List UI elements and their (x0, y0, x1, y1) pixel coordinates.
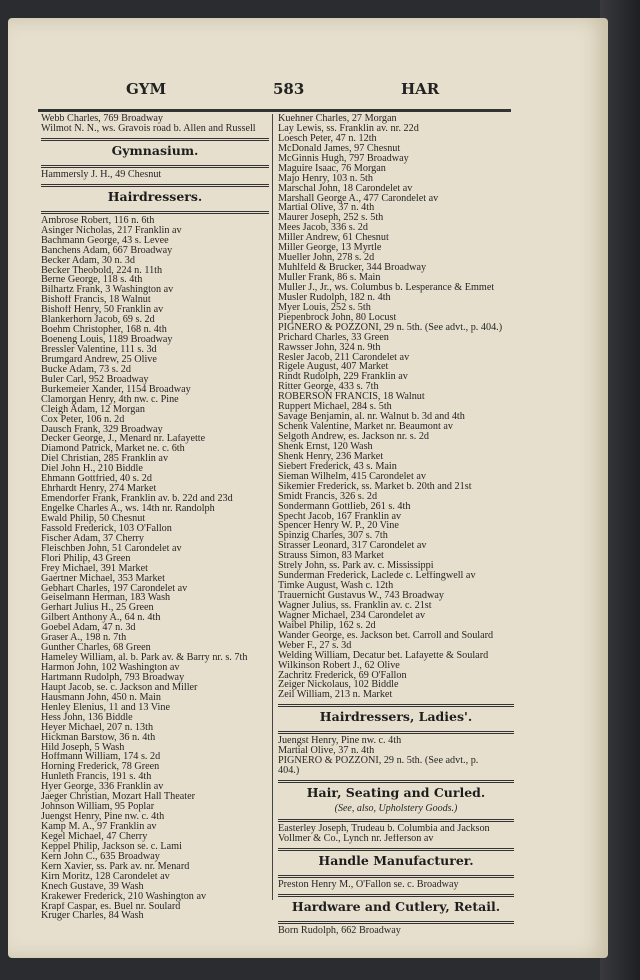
header-left-keyword: GYM (126, 80, 167, 98)
directory-entry: Weber F., 27 s. 3d (278, 640, 352, 651)
section-heading: Handle Manufacturer. (318, 852, 474, 868)
directory-entry: Sunderman Frederick, Laclede c. Leffingwell av (278, 571, 476, 582)
right-column (278, 114, 514, 936)
section-rule (278, 819, 514, 822)
directory-entry: Specht Jacob, 167 Franklin av (278, 511, 402, 522)
directory-entry: Asinger Nicholas, 217 Franklin av (41, 225, 182, 236)
directory-entry: Strauss Simon, 83 Market (278, 551, 384, 562)
directory-entry: Dausch Frank, 329 Broadway (41, 424, 163, 435)
directory-entry: Selgoth Andrew, es. Jackson nr. s. 2d (278, 432, 430, 442)
directory-entry: Hickman Barstow, 36 n. 4th (41, 732, 156, 743)
directory-entry: Buler Carl, 952 Broadway (41, 374, 149, 385)
directory-entry: Hartmann Rudolph, 793 Broadway (41, 672, 185, 683)
directory-entry: Hausmann John, 450 n. Main (41, 692, 161, 703)
directory-entry: Webb Charles, 769 Broadway (41, 114, 163, 124)
header-rule (38, 109, 511, 112)
directory-entry: Vollmer & Co., Lynch nr. Jefferson av (278, 834, 434, 844)
directory-entry: Muhlfeld & Brucker, 344 Broadway (278, 263, 427, 273)
directory-entry: Decker George, J., Menard nr. Lafayette (41, 434, 206, 445)
directory-entry: Gebhart Charles, 197 Carondelet av (41, 583, 188, 594)
directory-entry: Resler Jacob, 211 Carondelet av (278, 352, 410, 363)
column-separator (272, 114, 273, 900)
directory-entry: Muller Frank, 86 s. Main (278, 273, 381, 283)
directory-entry: Boehm Christopher, 168 n. 4th (41, 325, 167, 336)
directory-entry: Bishoff Henry, 50 Franklin av (41, 305, 164, 316)
directory-entry: Brumgard Andrew, 25 Olive (41, 354, 157, 365)
section-rule (278, 921, 514, 924)
header-right-keyword: HAR (401, 80, 440, 98)
directory-entry: Ehrhardt Henry, 274 Market (41, 484, 157, 495)
directory-entry: Martial Olive, 37 n. 4th (278, 203, 375, 214)
directory-entry: Smidt Francis, 326 s. 2d (278, 491, 378, 502)
directory-entry: Shenk Ernst, 120 Wash (278, 441, 373, 452)
directory-entry: Fassold Frederick, 103 O'Fallon (41, 523, 172, 534)
directory-entry: Ambrose Robert, 116 n. 6th (41, 215, 155, 226)
directory-entry: Keppel Philip, Jackson se. c. Lami (41, 841, 182, 852)
directory-entry: Marschal John, 18 Carondelet av (278, 183, 413, 194)
directory-entry: Bressler Valentine, 111 s. 3d (41, 345, 157, 355)
directory-entry: Bucke Adam, 73 s. 2d (41, 364, 131, 375)
directory-entry: Loesch Peter, 47 n. 12th (278, 133, 377, 144)
directory-entry: Wagner Julius, ss. Franklin av. c. 21st (278, 600, 432, 611)
directory-entry: Trauernicht Gustavus W., 743 Broadway (278, 591, 445, 601)
directory-entry: Fleischben John, 51 Carondelet av (41, 543, 182, 554)
directory-entry: Easterley Joseph, Trudeau b. Columbia and Jackson (278, 824, 490, 834)
directory-entry: Krapf Caspar, es. Buel nr. Soulard (41, 901, 181, 912)
directory-entry: Boeneng Louis, 1189 Broadway (41, 335, 173, 345)
directory-entry: Harmon John, 102 Washington av (41, 663, 180, 673)
directory-entry: Becker Adam, 30 n. 3d (41, 255, 135, 266)
directory-entry: McDonald James, 97 Chesnut (278, 143, 401, 154)
directory-entry: Savage Benjamin, al. nr. Walnut b. 3d and 4th (278, 412, 465, 423)
directory-entry: Bachmann George, 43 s. Levee (41, 235, 169, 246)
directory-entry: Kruger Charles, 84 Wash (41, 911, 144, 922)
directory-entry: Hameley William, al. b. Park av. & Barry nr. s. 7th (41, 653, 248, 663)
section-heading: Gymnasium. (111, 142, 199, 158)
directory-entry: Horning Frederick, 78 Green (41, 762, 160, 773)
directory-entry: Blankerhorn Jacob, 69 s. 2d (41, 315, 155, 326)
directory-entry: Lay Lewis, ss. Franklin av. nr. 22d (278, 123, 419, 134)
directory-entry: Ewald Philip, 50 Chesnut (41, 513, 146, 524)
directory-entry: Kern Xavier, ss. Park av. nr. Menard (41, 861, 190, 872)
directory-entry: Heyer Michael, 207 n. 13th (41, 722, 154, 733)
directory-page (8, 18, 608, 958)
section-rule (278, 704, 514, 707)
directory-entry: Gerhart Julius H., 25 Green (41, 603, 154, 614)
directory-entry: Diamond Patrick, Market ne. c. 6th (41, 444, 185, 455)
running-header (8, 80, 608, 104)
directory-entry: Hild Joseph, 5 Wash (41, 742, 125, 753)
directory-entry: Schenk Valentine, Market nr. Beaumont av (278, 422, 453, 432)
directory-entry: Spinzig Charles, 307 s. 7th (278, 531, 388, 542)
directory-entry: Shenk Henry, 236 Market (278, 451, 384, 462)
directory-entry: Sieman Wilhelm, 415 Carondelet av (278, 471, 426, 482)
directory-entry: Fischer Adam, 37 Cherry (41, 533, 144, 544)
directory-entry: Mueller John, 278 s. 2d (278, 253, 375, 264)
directory-entry: Gilbert Anthony A., 64 n. 4th (41, 613, 161, 624)
section-heading: Hair, Seating and Curled. (306, 785, 486, 801)
directory-entry: Piepenbrock John, 80 Locust (278, 312, 397, 323)
directory-entry: Banchens Adam, 667 Broadway (41, 245, 173, 256)
directory-entry: PIGNERO & POZZONI, 29 n. 5th. (See advt., p. 404.) (278, 322, 503, 333)
section-rule (41, 165, 269, 168)
directory-entry: Jaeger Christian, Mozart Hall Theater (41, 792, 195, 803)
section-rule (278, 731, 514, 734)
directory-entry: Flori Philip, 43 Green (41, 553, 131, 564)
directory-entry: Muller J., Jr., ws. Columbus b. Lesperance & Emmet (278, 282, 495, 293)
directory-entry: Engelke Charles A., ws. 14th nr. Randolph (41, 504, 215, 514)
section-heading: Hairdressers, Ladies'. (319, 709, 473, 725)
directory-entry: Maguire Isaac, 76 Morgan (278, 163, 386, 174)
directory-entry: Strasser Leonard, 317 Carondelet av (278, 541, 427, 552)
directory-entry: Cleigh Adam, 12 Morgan (41, 404, 145, 415)
directory-entry: Wilmot N. N., ws. Gravois road b. Allen and Russell (41, 123, 256, 134)
directory-entry: Kuehner Charles, 27 Morgan (278, 114, 397, 124)
directory-entry: Ruppert Michael, 284 s. 5th (278, 402, 392, 413)
directory-entry: Martial Olive, 37 n. 4th (278, 746, 375, 757)
directory-entry: Miller George, 13 Myrtle (278, 243, 382, 254)
page-number: 583 (273, 80, 305, 98)
directory-entry: Miller Andrew, 61 Chesnut (278, 233, 389, 244)
section-rule (41, 211, 269, 214)
directory-entry: Kegel Michael, 47 Cherry (41, 831, 148, 842)
directory-entry: Spencer Henry W. P., 20 Vine (278, 521, 399, 532)
directory-entry: Ritter George, 433 s. 7th (278, 382, 379, 393)
directory-entry: Sondermann Gottlieb, 261 s. 4th (278, 501, 411, 512)
directory-entry: Rigele August, 407 Market (278, 362, 389, 373)
directory-entry: Welding William, Decatur bet. Lafayette & Soulard (278, 650, 489, 661)
section-heading: Hairdressers. (107, 188, 203, 204)
directory-entry: Hoffmann William, 174 s. 2d (41, 752, 161, 763)
directory-entry: Juengst Henry, Pine nw. c. 4th (41, 812, 165, 822)
directory-entry: Gaertner Michael, 353 Market (41, 573, 165, 584)
directory-entry: Henley Elenius, 11 and 13 Vine (41, 702, 170, 713)
directory-entry: Prichard Charles, 33 Green (278, 332, 389, 343)
directory-entry: Diel Christian, 285 Franklin av (41, 454, 169, 465)
directory-entry: Zeil William, 213 n. Market (278, 690, 393, 701)
directory-entry: Geiselmann Herman, 183 Wash (41, 593, 171, 604)
directory-entry: Bishoff Francis, 18 Walnut (41, 295, 151, 306)
section-rule (41, 138, 269, 141)
directory-entry: Siebert Frederick, 43 s. Main (278, 461, 397, 472)
directory-entry: Becker Theobold, 224 n. 11th (41, 265, 163, 276)
directory-entry: Hunleth Francis, 191 s. 4th (41, 772, 152, 783)
directory-entry: Wilkinson Robert J., 62 Olive (278, 660, 400, 671)
directory-entry: Kern John C., 635 Broadway (41, 851, 160, 862)
directory-entry: Knech Gustave, 39 Wash (41, 881, 144, 892)
directory-entry: Johnson William, 95 Poplar (41, 802, 155, 813)
directory-entry: Burkemeier Xander, 1154 Broadway (41, 384, 191, 395)
directory-entry: ROBERSON FRANCIS, 18 Walnut (278, 392, 425, 403)
directory-entry: Musler Rudolph, 182 n. 4th (278, 292, 391, 303)
directory-entry: Emendorfer Frank, Franklin av. b. 22d and 23d (41, 494, 233, 504)
directory-entry: Mees Jacob, 336 s. 2d (278, 223, 368, 234)
directory-entry: Hess John, 136 Biddle (41, 712, 133, 723)
directory-entry: Frey Michael, 391 Market (41, 563, 148, 574)
directory-entry: Hammersly J. H., 49 Chesnut (41, 169, 162, 180)
section-rule (278, 894, 514, 897)
section-rule (278, 875, 514, 878)
directory-entry: Born Rudolph, 662 Broadway (278, 925, 401, 936)
directory-entry: Goebel Adam, 47 n. 3d (41, 623, 136, 634)
directory-entry: Haupt Jacob, se. c. Jackson and Miller (41, 682, 198, 693)
directory-entry: Bilhartz Frank, 3 Washington av (41, 285, 174, 296)
directory-entry: Zachritz Frederick, 69 O'Fallon (278, 670, 407, 681)
section-rule (278, 780, 514, 783)
directory-entry: Clamorgan Henry, 4th nw. c. Pine (41, 394, 179, 405)
directory-entry: Maurer Joseph, 252 s. 5th (278, 213, 384, 224)
section-rule (41, 184, 269, 187)
left-column (41, 114, 269, 921)
directory-entry: Marshall George A., 477 Carondelet av (278, 193, 439, 204)
directory-entry: Gunther Charles, 68 Green (41, 643, 151, 654)
directory-entry: Hyer George, 336 Franklin av (41, 782, 164, 793)
directory-entry: Graser A., 198 n. 7th (41, 633, 127, 644)
directory-entry: Kamp M. A., 97 Franklin av (41, 822, 157, 832)
directory-entry: Wagner Michael, 234 Carondelet av (278, 610, 426, 621)
directory-entry: Majo Henry, 103 n. 5th (278, 173, 373, 184)
directory-entry: Preston Henry M., O'Fallon se. c. Broadway (278, 879, 459, 890)
directory-entry: PIGNERO & POZZONI, 29 n. 5th. (See advt., p. (278, 756, 479, 767)
section-rule (278, 848, 514, 851)
directory-entry: Diel John H., 210 Biddle (41, 464, 143, 475)
section-heading: Hardware and Cutlery, Retail. (291, 898, 501, 914)
directory-entry: Timke August, Wash c. 12th (278, 581, 394, 591)
directory-entry: Rawsser John, 324 n. 9th (278, 342, 381, 353)
directory-entry: Sikemier Frederick, ss. Market b. 20th and 21st (278, 481, 472, 492)
directory-entry: Berne George, 118 s. 4th (41, 275, 143, 286)
section-subheading: (See, also, Upholstery Goods.) (334, 803, 458, 815)
directory-entry: Juengst Henry, Pine nw. c. 4th (278, 736, 402, 747)
directory-entry: Wander George, es. Jackson bet. Carroll and Soulard (278, 630, 494, 641)
directory-entry: Myer Louis, 252 s. 5th (278, 302, 371, 313)
directory-entry: Waibel Philip, 162 s. 2d (278, 620, 376, 631)
directory-entry: McGinnis Hugh, 797 Broadway (278, 153, 409, 164)
directory-entry: 404.) (278, 766, 300, 777)
directory-entry: Zeiger Nickolaus, 102 Biddle (278, 680, 399, 691)
directory-entry: Cox Peter, 106 n. 2d (41, 414, 125, 425)
directory-entry: Krakewer Frederick, 210 Washington av (41, 891, 207, 902)
directory-entry: Rindt Rudolph, 229 Franklin av (278, 372, 408, 383)
directory-entry: Strely John, ss. Park av. c. Mississippi (278, 561, 434, 572)
directory-entry: Kirn Moritz, 128 Carondelet av (41, 871, 170, 882)
directory-entry: Ehmann Gottfried, 40 s. 2d (41, 474, 152, 485)
